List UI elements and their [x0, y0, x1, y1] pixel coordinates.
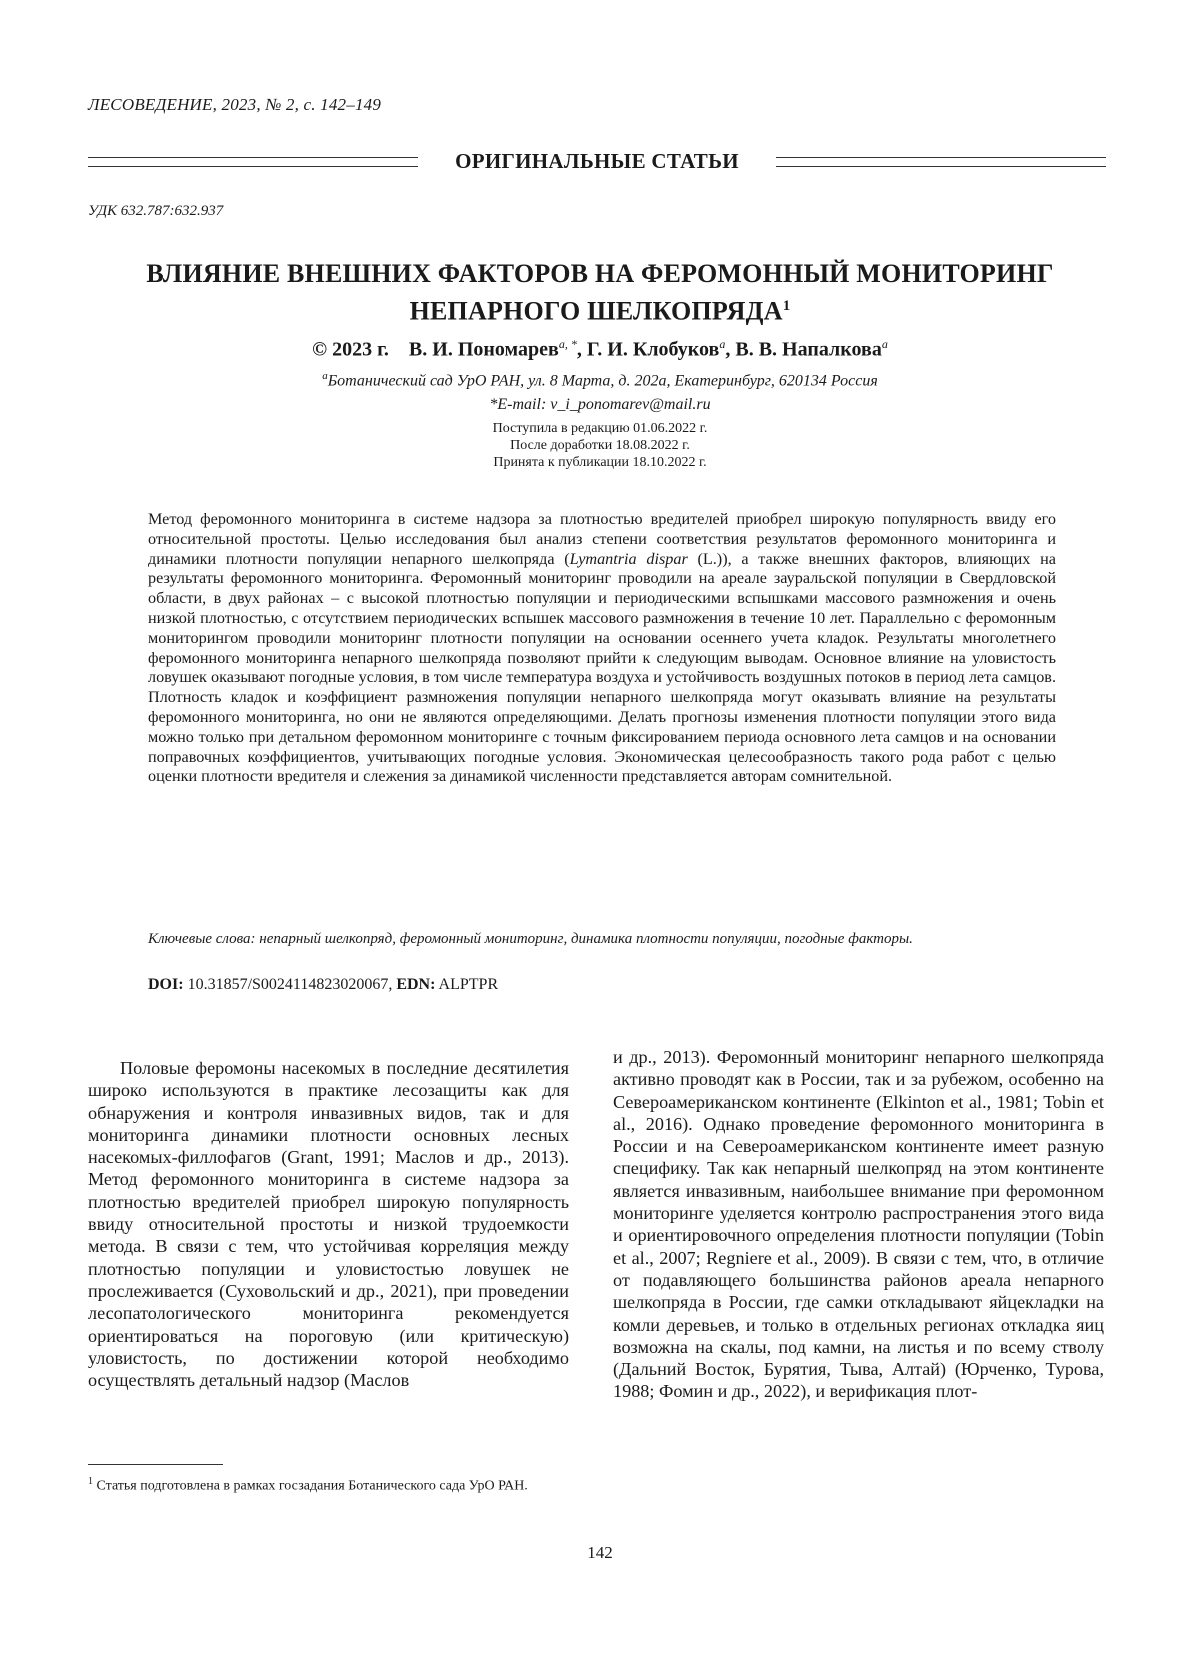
author-email: *E-mail: v_i_ponomarev@mail.ru	[489, 396, 711, 413]
doi-value: 10.31857/S0024114823020067,	[183, 976, 397, 993]
abstract-part-1: Метод феромонного мониторинга в системе надзора за плотностью вредителей приобрел широкую популярность ввиду его относительной простоты. Целью исследования был анализ степени соответствия результатов феромонного мониторинга и динамики плотности популяции непарного шелкопряда (	[148, 510, 1056, 568]
journal-reference: ЛЕСОВЕДЕНИЕ, 2023, № 2, с. 142–149	[88, 95, 382, 114]
submission-dates	[60, 420, 1140, 471]
author-line: © 2023 г. В. И. Пономарев$^{a, *}$, Г. И. Клобуков$^a$, В. В. Напалкова$^a$	[312, 337, 888, 361]
author-1: В. И. Пономарев	[408, 338, 559, 361]
article-title	[60, 258, 1140, 328]
page-number: 142	[587, 1543, 613, 1562]
body-right-column: и др., 2013). Феромонный мониторинг непарного шелкопряда активно проводят как в России, так и за рубежом, особенно на Североамериканском континенте (Elkinton et al., 1981; Tobin et al., 2016). Однако проведение феромонного мониторинга в России и на Североамериканском континенте имеет разную специфику. Так как непарный шелкопряд на этом континенте является инвазивным, наибольшее внимание при феромонном мониторинге уделяется контролю распространения этого вида и ориентировочного определения плотности популяции (Tobin et al., 2007; Regniere et al., 2009). В связи с тем, что, в отличие от подавляющего большинства районов ареала непарного шелкопряда в России, где самки откладывают яйцекладки на комли деревьев, и только в отдельных регионах откладка яиц возможна на скалы, под камни, на листья и по всему стволу (Дальний Восток, Бурятия, Тыва, Алтай) (Юрченко, Турова, 1988; Фомин и др., 2022), и верификация плот-	[613, 1047, 1104, 1402]
footnote-divider	[88, 1464, 223, 1465]
article-title-text: ВЛИЯНИЕ ВНЕШНИХ ФАКТОРОВ НА ФЕРОМОННЫЙ МОНИТОРИНГ НЕПАРНОГО ШЕЛКОПРЯДА	[146, 259, 1054, 326]
section-title: ОРИГИНАЛЬНЫЕ СТАТЬИ	[455, 149, 739, 173]
footnote	[88, 1473, 583, 1495]
author-3-mark: a	[881, 337, 888, 351]
abstract	[148, 510, 1056, 787]
udk-code: УДК 632.787:632.937	[88, 203, 224, 219]
keywords: Ключевые слова: непарный шелкопряд, феромонный мониторинг, динамика плотности популяции, погодные факторы.	[148, 931, 913, 947]
footnote-mark: 1	[88, 1476, 93, 1487]
date-received: Поступила в редакцию 01.06.2022 г.	[492, 421, 708, 436]
body-left-column: Половые феромоны насекомых в последние десятилетия широко используются в практике лесозащиты как для обнаружения и контроля инвазивных видов, так и для мониторинга динамики плотности основных лесных насекомых-филлофагов (Grant, 1991; Маслов и др., 2013). Метод феромонного мониторинга в системе надзора за плотностью вредителей приобрел широкую популярность ввиду относительной простоты и низкой трудоемкости метода. В связи с тем, что устойчивая корреляция между плотностью популяции и уловистостью ловушек не прослеживается (Суховольский и др., 2021), при проведении лесопатологического мониторинга рекомендуется ориентироваться на пороговую (или критическую) уловистость, по достижении которой необходимо осуществлять детальный надзор (Маслов	[88, 1058, 569, 1391]
edn-value: ALPTPR	[435, 976, 499, 993]
footnote-text: Статья подготовлена в рамках госзадания Ботанического сада УрО РАН.	[93, 1478, 528, 1494]
author-1-mark: a, *	[558, 337, 577, 351]
date-revised: После доработки 18.08.2022 г.	[510, 438, 690, 453]
abstract-part-2: (L.)), а также внешних факторов, влияющих на результаты феромонного мониторинга. Феромонный мониторинг проводили на ареале зауральской популяции в Свердловской области, в двух районах – с высокой плотностью популяции и периодическими вспышками массового размножения и очень низкой плотностью, с отсутствием периодических вспышек массового размножения в течение 10 лет. Параллельно с феромонным мониторингом проводили мониторинг плотности популяции на основании осеннего учета кладок. Результаты многолетнего феромонного мониторинга непарного шелкопряда позволяют прийти к следующим выводам. Основное влияние на уловистость ловушек оказывают погодные условия, в том числе температура воздуха и устойчивость воздушных потоков в период лета самцов. Плотность кладок и коэффициент размножения популяции непарного шелкопряда могут оказывать влияние на результаты феромонного мониторинга, но они не являются определяющими. Делать прогнозы изменения плотности популяции этого вида можно только при детальном феромонном мониторинге с точным фиксированием периода основного лета самцов и на основании поправочных коэффициентов, учитывающих погодные условия. Экономическая целесообразность такого рода работ с целью оценки плотности вредителя и слежения за динамикой численности представляется авторам сомнительной.	[148, 549, 1056, 786]
date-accepted: Принята к публикации 18.10.2022 г.	[493, 455, 707, 470]
affiliation-mark: a	[322, 370, 328, 382]
author-3: В. В. Напалкова	[735, 338, 882, 361]
doi-label: DOI:	[148, 976, 184, 993]
copyright-year: © 2023 г.	[312, 338, 389, 361]
abstract-species: Lymantria dispar	[569, 549, 688, 568]
affiliation	[60, 370, 1140, 390]
edn-label: EDN:	[396, 976, 436, 993]
author-2-mark: a	[719, 337, 726, 351]
doi-line	[148, 976, 498, 994]
section-header	[88, 151, 1106, 173]
affiliation-text: Ботанический сад УрО РАН, ул. 8 Марта, д. 202а, Екатеринбург, 620134 Россия	[327, 372, 878, 390]
title-footnote-mark: 1	[782, 298, 791, 314]
author-2: Г. И. Клобуков	[586, 338, 720, 361]
